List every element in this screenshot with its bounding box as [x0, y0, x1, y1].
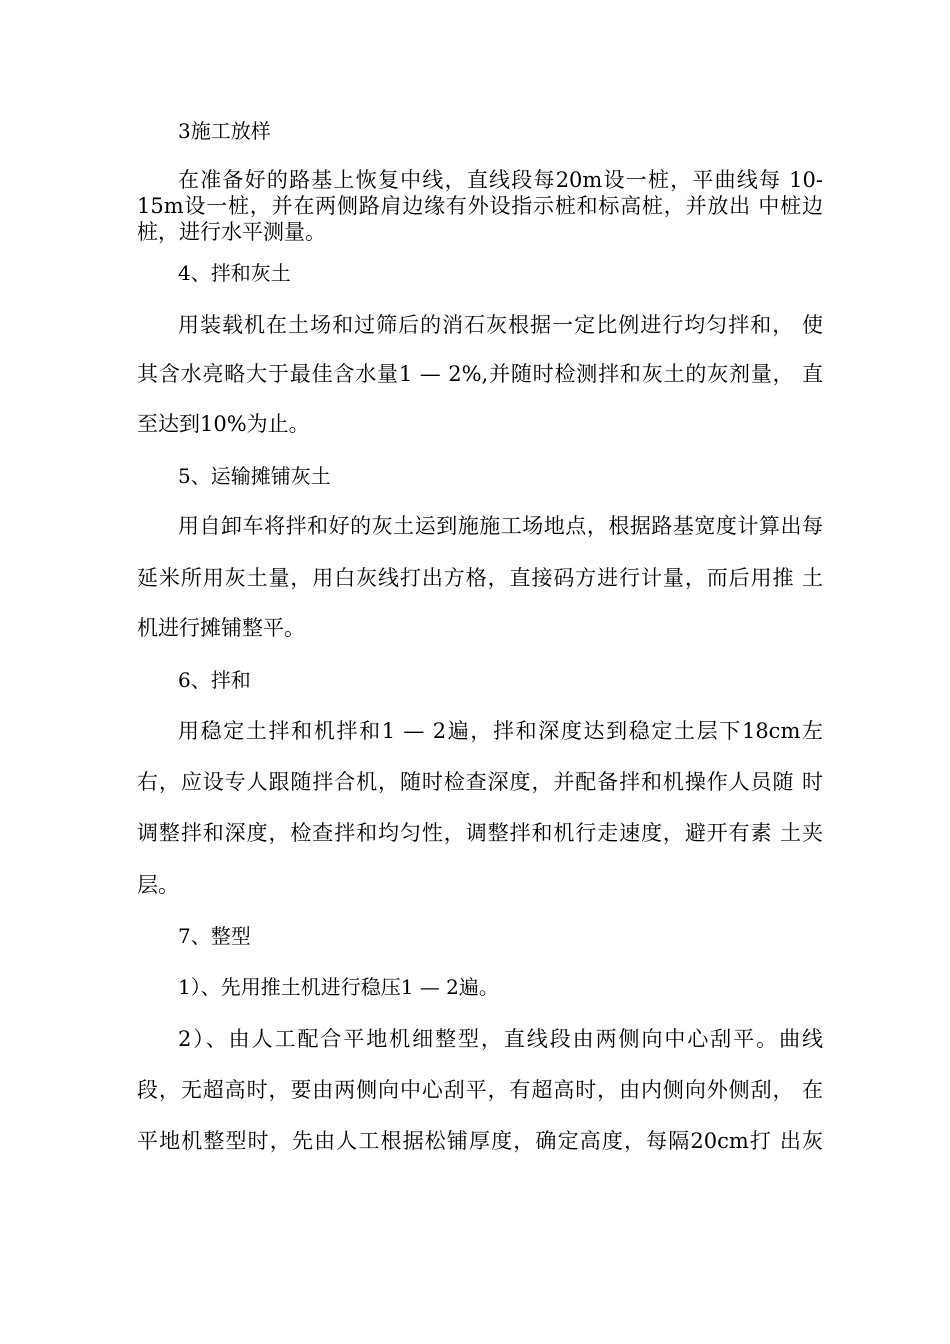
paragraph-line: 用装载机在土场和过筛后的消石灰根据一定比例进行均匀拌和， 使 [178, 313, 823, 337]
paragraph-line: 用自卸车将拌和好的灰土运到施施工场地点，根据路基宽度计算出每 [178, 514, 823, 538]
paragraph-line: 段，无超高时，要由两侧向中心刮平，有超高时，由内侧向外侧刮， 在 [137, 1078, 823, 1102]
section-3-heading: 3施工放样 [178, 119, 271, 143]
paragraph-line: 桩，进行水平测量。 [137, 220, 326, 244]
paragraph-line: 右，应设专人跟随拌合机，随时检查深度，并配备拌和机操作人员随 时 [137, 770, 823, 794]
paragraph-line: 15m设一桩，并在两侧路肩边缘有外设指示桩和标高桩，并放出 中桩边 [137, 194, 823, 218]
paragraph-line: 层。 [137, 873, 179, 897]
paragraph-line: 用稳定土拌和机拌和1 — 2遍，拌和深度达到稳定土层下18cm左 [178, 719, 823, 743]
paragraph-line: 调整拌和深度，检查拌和均匀性，调整拌和机行走速度，避开有素 土夹 [137, 821, 823, 845]
paragraph-line: 2）、由人工配合平地机细整型，直线段由两侧向中心刮平。曲线 [178, 1027, 823, 1051]
paragraph-line: 机进行摊铺整平。 [137, 616, 305, 640]
section-7-heading: 7、整型 [178, 924, 251, 948]
list-item: 1）、先用推土机进行稳压1 — 2遍。 [178, 975, 499, 999]
section-6-heading: 6、拌和 [178, 668, 251, 692]
paragraph-line: 至达到10%为止。 [137, 412, 310, 436]
paragraph-line: 在准备好的路基上恢复中线，直线段每20m设一桩，平曲线每 10- [178, 168, 823, 192]
section-5-heading: 5、运输摊铺灰土 [178, 464, 331, 488]
paragraph-line: 平地机整型时，先由人工根据松铺厚度，确定高度，每隔20cm打 出灰 [137, 1129, 823, 1153]
paragraph-line: 延米所用灰土量，用白灰线打出方格，直接码方进行计量，而后用推 土 [137, 566, 823, 590]
section-4-heading: 4、拌和灰土 [178, 261, 291, 285]
paragraph-line: 其含水亮略大于最佳含水量1 — 2%,并随时检测拌和灰土的灰剂量， 直 [137, 362, 823, 386]
